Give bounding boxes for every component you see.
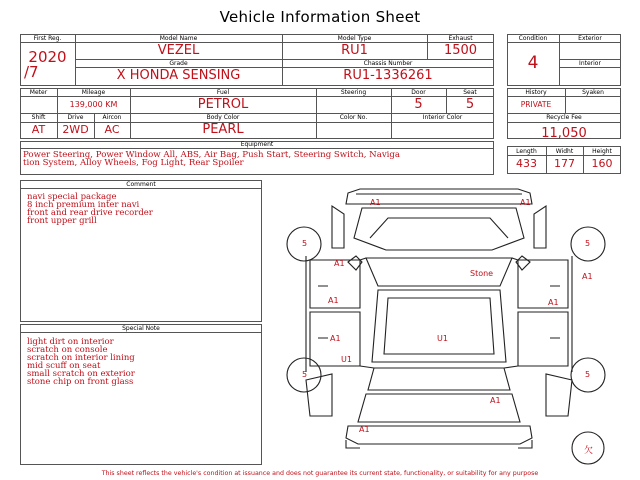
mark-windshield: Stone	[470, 269, 494, 278]
mark-door-left-front: A1	[328, 296, 339, 305]
exterior-label: Exterior	[578, 35, 602, 42]
shift-label: Shift	[31, 114, 46, 121]
first-reg-year: 2020	[28, 48, 67, 66]
mileage-value: 139,000 KM	[69, 100, 118, 109]
meter-label: Meter	[29, 89, 48, 96]
special-note-line: light dirt on interior	[27, 337, 114, 347]
color-no-label: Color No.	[339, 114, 368, 121]
fuel-label: Fuel	[216, 89, 230, 96]
aircon-label: Aircon	[102, 114, 122, 121]
height-value: 160	[591, 157, 613, 170]
model-type-value: RU1	[341, 43, 368, 58]
seat-value: 5	[465, 97, 475, 112]
equipment-line-1: Power Steering, Power Window All, ABS, Air Bag, Push Start, Steering Switch, Naviga	[23, 150, 401, 160]
mark-wheel-fr: 5	[585, 239, 591, 248]
mark-door-left-rear: A1	[330, 334, 341, 343]
special-note-line: stone chip on front glass	[27, 377, 134, 387]
first-reg-label: First Reg.	[33, 35, 62, 42]
chassis-number-value: RU1-1336261	[343, 68, 433, 83]
shift-value: AT	[31, 123, 46, 136]
drive-label: Drive	[67, 114, 84, 121]
chassis-number-label: Chassis Number	[363, 60, 413, 67]
exhaust-value: 1500	[443, 43, 478, 58]
mark-wheel-rr: 5	[585, 370, 591, 379]
car-damage-diagram	[270, 178, 630, 470]
mark-front-right: A1	[520, 198, 531, 207]
mark-fender-left: A1	[334, 259, 345, 268]
comment-line: front upper grill	[27, 216, 97, 226]
seat-label: Seat	[463, 89, 477, 96]
aircon-value: AC	[104, 123, 120, 136]
special-note-line: scratch on console	[27, 345, 108, 355]
recycle-fee-value: 11,050	[541, 126, 587, 141]
page-title: Vehicle Information Sheet	[219, 8, 421, 26]
length-value: 433	[516, 157, 537, 170]
exhaust-label: Exhaust	[448, 35, 473, 42]
fuel-value: PETROL	[197, 97, 249, 112]
model-name-label: Model Name	[159, 35, 198, 42]
model-type-label: Model Type	[337, 35, 372, 42]
door-label: Door	[411, 89, 426, 96]
recycle-fee-label: Recycle Fee	[546, 114, 582, 121]
grade-label: Grade	[169, 60, 188, 67]
door-value: 5	[414, 97, 423, 112]
width-label: Widht	[555, 148, 574, 155]
interior-color-label: Interior Color	[422, 114, 463, 121]
body-color-value: PEARL	[202, 122, 244, 137]
mark-door-right-front: A1	[548, 298, 559, 307]
condition-value: 4	[527, 53, 539, 73]
mark-rear-left: A1	[359, 425, 370, 434]
interior-label: Interior	[579, 60, 601, 67]
mark-missing: 欠	[584, 446, 594, 456]
comment-label: Comment	[126, 181, 156, 188]
history-value: PRIVATE	[520, 100, 552, 109]
special-note-line: mid scuff on seat	[27, 361, 101, 371]
mark-front-left: A1	[370, 198, 381, 207]
mark-wheel-rl: 5	[302, 370, 308, 379]
special-note-label: Special Note	[122, 325, 160, 332]
mark-fender-right: A1	[582, 272, 593, 281]
comment-line: front and rear drive recorder	[27, 208, 153, 218]
mileage-label: Mileage	[81, 89, 106, 96]
model-name-value: VEZEL	[157, 43, 200, 58]
body-color-label: Body Color	[206, 114, 240, 121]
mark-seat-left: U1	[341, 355, 352, 364]
length-label: Length	[516, 148, 537, 155]
grade-value: X HONDA SENSING	[116, 68, 241, 83]
width-value: 177	[554, 157, 575, 170]
history-label: History	[525, 89, 547, 96]
drive-value: 2WD	[62, 123, 89, 136]
height-label: Height	[592, 148, 612, 155]
comment-line: 8 inch premium inter navi	[27, 200, 140, 210]
special-note-line: small scratch on exterior	[27, 369, 135, 379]
mark-rear-bumper: A1	[490, 396, 501, 405]
mark-roof: U1	[437, 334, 448, 343]
special-note-line: scratch on interior lining	[27, 353, 135, 363]
equipment-label: Equipment	[240, 141, 274, 148]
disclaimer-footer: This sheet reflects the vehicle's condition at issuance and does not guarantee its current state, functionality, or suitability for any purpose	[101, 470, 539, 477]
condition-label: Condition	[518, 35, 548, 42]
mark-wheel-fl: 5	[302, 239, 308, 248]
syaken-label: Syaken	[582, 89, 604, 96]
comment-line: navi special package	[27, 192, 117, 202]
first-reg-month: /7	[24, 63, 39, 81]
steering-label: Steering	[340, 89, 367, 96]
equipment-line-2: tion System, Alloy Wheels, Fog Light, Rear Spoiler	[23, 158, 244, 168]
